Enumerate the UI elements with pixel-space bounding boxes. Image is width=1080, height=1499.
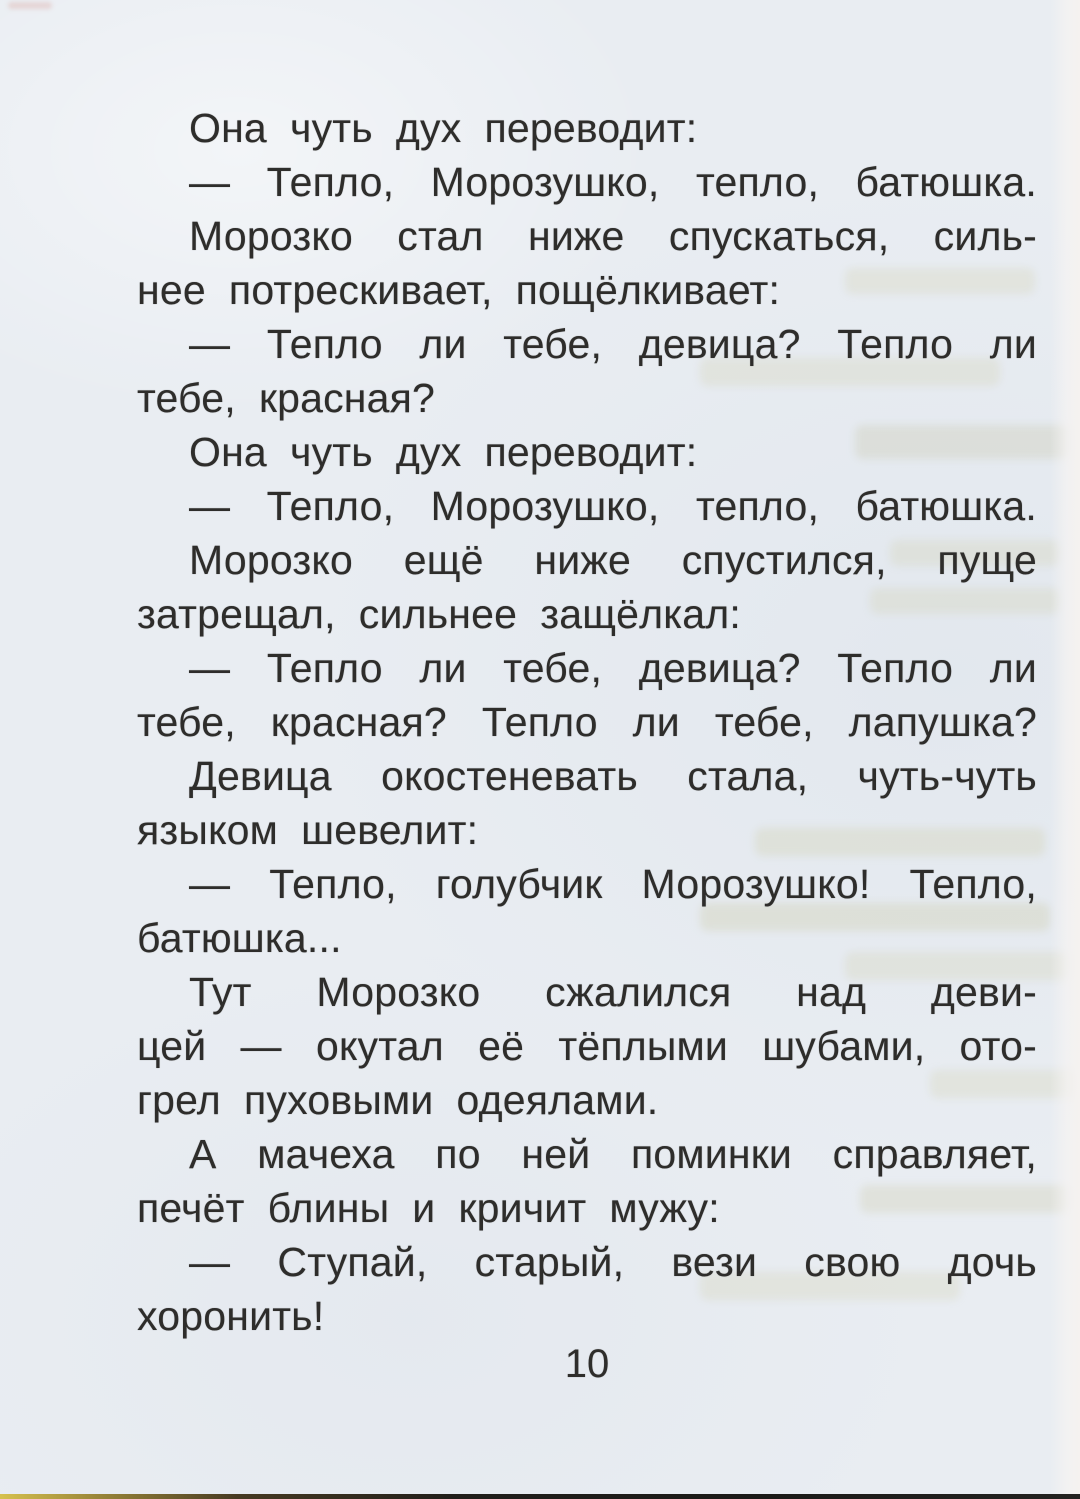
page-curl-edge xyxy=(1050,0,1080,1499)
text-line: — Тепло ли тебе, девица? Тепло ли xyxy=(189,321,1037,367)
text-line: хоронить! xyxy=(137,1293,325,1339)
text-line: тебе, красная? Тепло ли тебе, лапушка? xyxy=(137,699,1037,745)
text-line: — Ступай, старый, вези свою дочь xyxy=(189,1239,1037,1285)
text-line: Она чуть дух переводит: xyxy=(189,105,698,151)
scan-speck xyxy=(8,2,52,9)
text-line: батюшка... xyxy=(137,915,342,961)
text-line: — Тепло, Морозушко, тепло, батюшка. xyxy=(189,483,1037,529)
text-line: — Тепло, голубчик Морозушко! Тепло, xyxy=(189,861,1037,907)
text-line: языком шевелит: xyxy=(137,807,479,853)
story-lines xyxy=(137,101,1037,1343)
text-line: Морозко стал ниже спускаться, силь- xyxy=(189,213,1037,259)
text-line: тебе, красная? xyxy=(137,375,436,421)
page-number: 10 xyxy=(564,1342,610,1386)
text-line: Она чуть дух переводит: xyxy=(189,429,698,475)
text-line: нее потрескивает, пощёлкивает: xyxy=(137,267,781,313)
text-line: — Тепло ли тебе, девица? Тепло ли xyxy=(189,645,1037,691)
text-line: печёт блины и кричит мужу: xyxy=(137,1185,720,1231)
text-line: цей — окутал её тёплыми шубами, ото- xyxy=(137,1023,1037,1069)
scan-bottom-edge xyxy=(0,1494,1080,1499)
story-text xyxy=(137,101,1037,1391)
text-line: — Тепло, Морозушко, тепло, батюшка. xyxy=(189,159,1037,205)
text-line: затрещал, сильнее защёлкал: xyxy=(137,591,742,637)
text-line: грел пуховыми одеялами. xyxy=(137,1077,659,1123)
text-line: Тут Морозко сжалился над деви- xyxy=(189,969,1037,1015)
text-line: Девица окостеневать стала, чуть-чуть xyxy=(189,753,1037,799)
text-line: А мачеха по ней поминки справляет, xyxy=(189,1131,1037,1177)
text-line: Морозко ещё ниже спустился, пуще xyxy=(189,537,1037,583)
